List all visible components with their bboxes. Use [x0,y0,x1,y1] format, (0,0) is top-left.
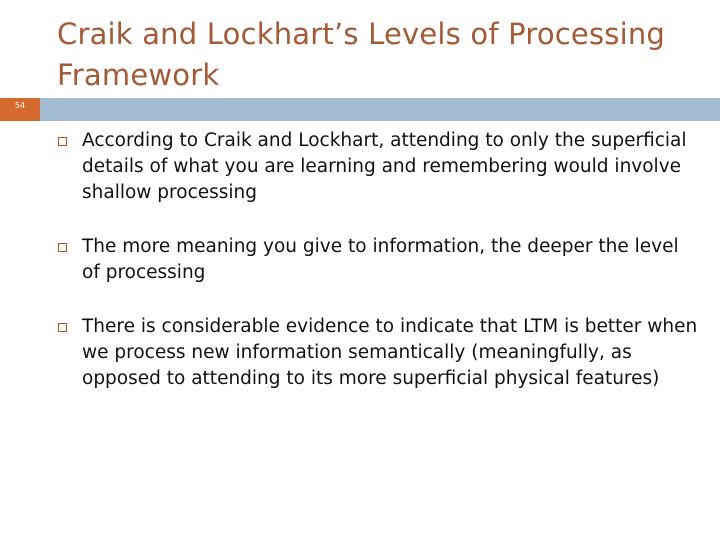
bullet-text: According to Craik and Lockhart, attending to only the superficial details of what you are learning and remembering would involve shallow processing [82,130,687,203]
square-bullet-icon [58,137,67,146]
title-rule-bar [40,98,720,121]
square-bullet-icon [58,323,67,332]
bullet-text: The more meaning you give to information, the deeper the level of processing [82,236,679,283]
bullet-text: There is considerable evidence to indicate that LTM is better when we process new information semantically (meaningfully, as opposed to attending to its more superficial physical features) [82,316,698,389]
bullet-item [58,128,698,206]
page-number: 54 [14,101,26,110]
slide-title: Craik and Lockhart’s Levels of Processing Framework [57,17,666,92]
bullet-item [58,314,698,392]
bullet-list [58,128,698,420]
bullet-item [58,234,698,286]
square-bullet-icon [58,243,67,252]
